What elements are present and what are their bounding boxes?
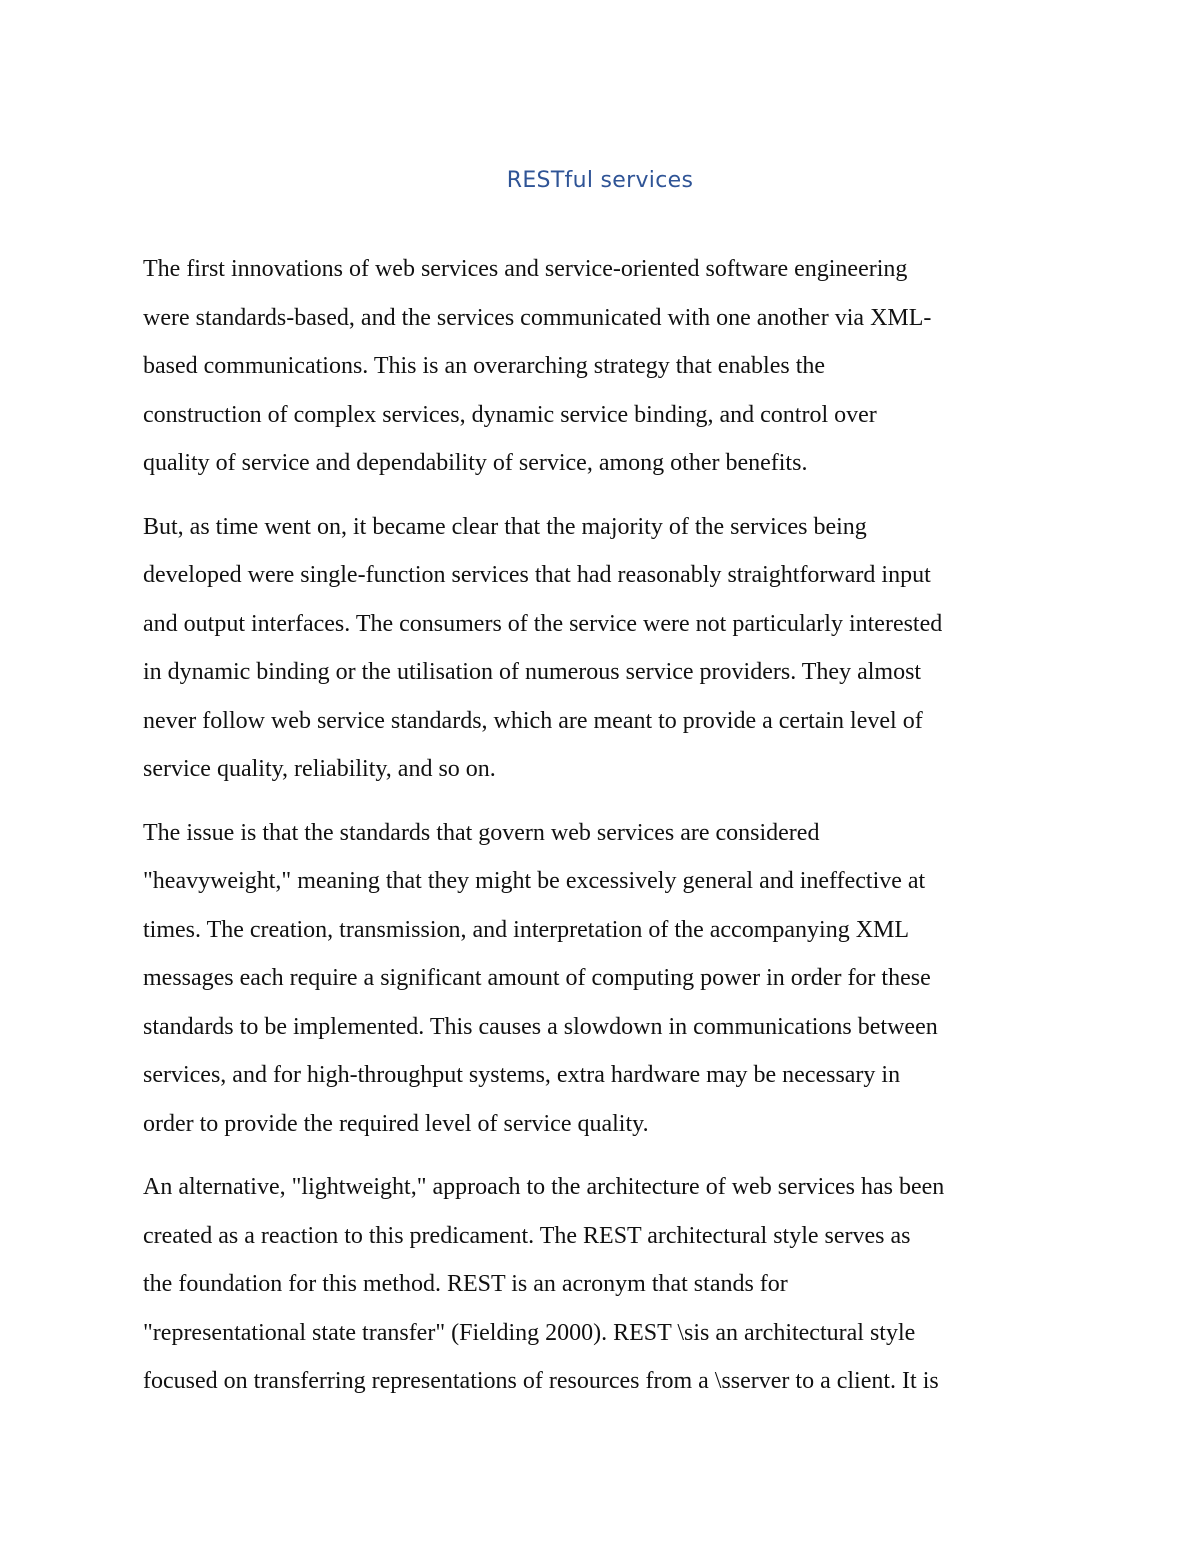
text-line: But, as time went on, it became clear that the majority of the services being: [143, 513, 867, 540]
text-line: order to provide the required level of service quality.: [143, 1110, 649, 1137]
paragraph-1: [143, 245, 1063, 488]
text-line: "representational state transfer" (Fielding 2000). REST \sis an architectural style: [143, 1319, 916, 1346]
text-line: The issue is that the standards that govern web services are considered: [143, 819, 820, 846]
paragraph-3: [143, 809, 1063, 1149]
text-line: based communications. This is an overarching strategy that enables the: [143, 353, 826, 379]
text-line: times. The creation, transmission, and interpretation of the accompanying XML: [143, 916, 910, 943]
document-title: RESTful services: [506, 168, 694, 193]
text-line: "heavyweight," meaning that they might be excessively general and ineffective at: [143, 868, 926, 894]
text-line: in dynamic binding or the utilisation of numerous service providers. They almost: [143, 659, 922, 685]
text-line: were standards-based, and the services communicated with one another via XML-: [143, 304, 932, 331]
text-line: service quality, reliability, and so on.: [143, 756, 496, 782]
text-line: focused on transferring representations of resources from a \sserver to a client. It is: [143, 1368, 939, 1394]
text-line: An alternative, "lightweight," approach to the architecture of web services has been: [143, 1174, 945, 1200]
text-line: never follow web service standards, which are meant to provide a certain level of: [143, 707, 923, 734]
text-line: services, and for high-throughput systems, extra hardware may be necessary in: [143, 1062, 901, 1088]
paragraph-4: [143, 1163, 1063, 1406]
text-line: quality of service and dependability of service, among other benefits.: [143, 450, 808, 476]
document-body: [143, 245, 1063, 1421]
text-line: created as a reaction to this predicament. The REST architectural style serves as: [143, 1222, 911, 1249]
text-line: developed were single-function services that had reasonably straightforward input: [143, 562, 931, 588]
text-line: standards to be implemented. This causes a slowdown in communications between: [143, 1013, 938, 1040]
text-line: the foundation for this method. REST is an acronym that stands for: [143, 1271, 788, 1297]
paragraph-2: [143, 503, 1063, 794]
text-line: The first innovations of web services and service-oriented software engineering: [143, 256, 908, 282]
text-line: messages each require a significant amount of computing power in order for these: [143, 965, 931, 991]
text-line: construction of complex services, dynamic service binding, and control over: [143, 401, 877, 428]
text-line: and output interfaces. The consumers of the service were not particularly interested: [143, 610, 943, 637]
